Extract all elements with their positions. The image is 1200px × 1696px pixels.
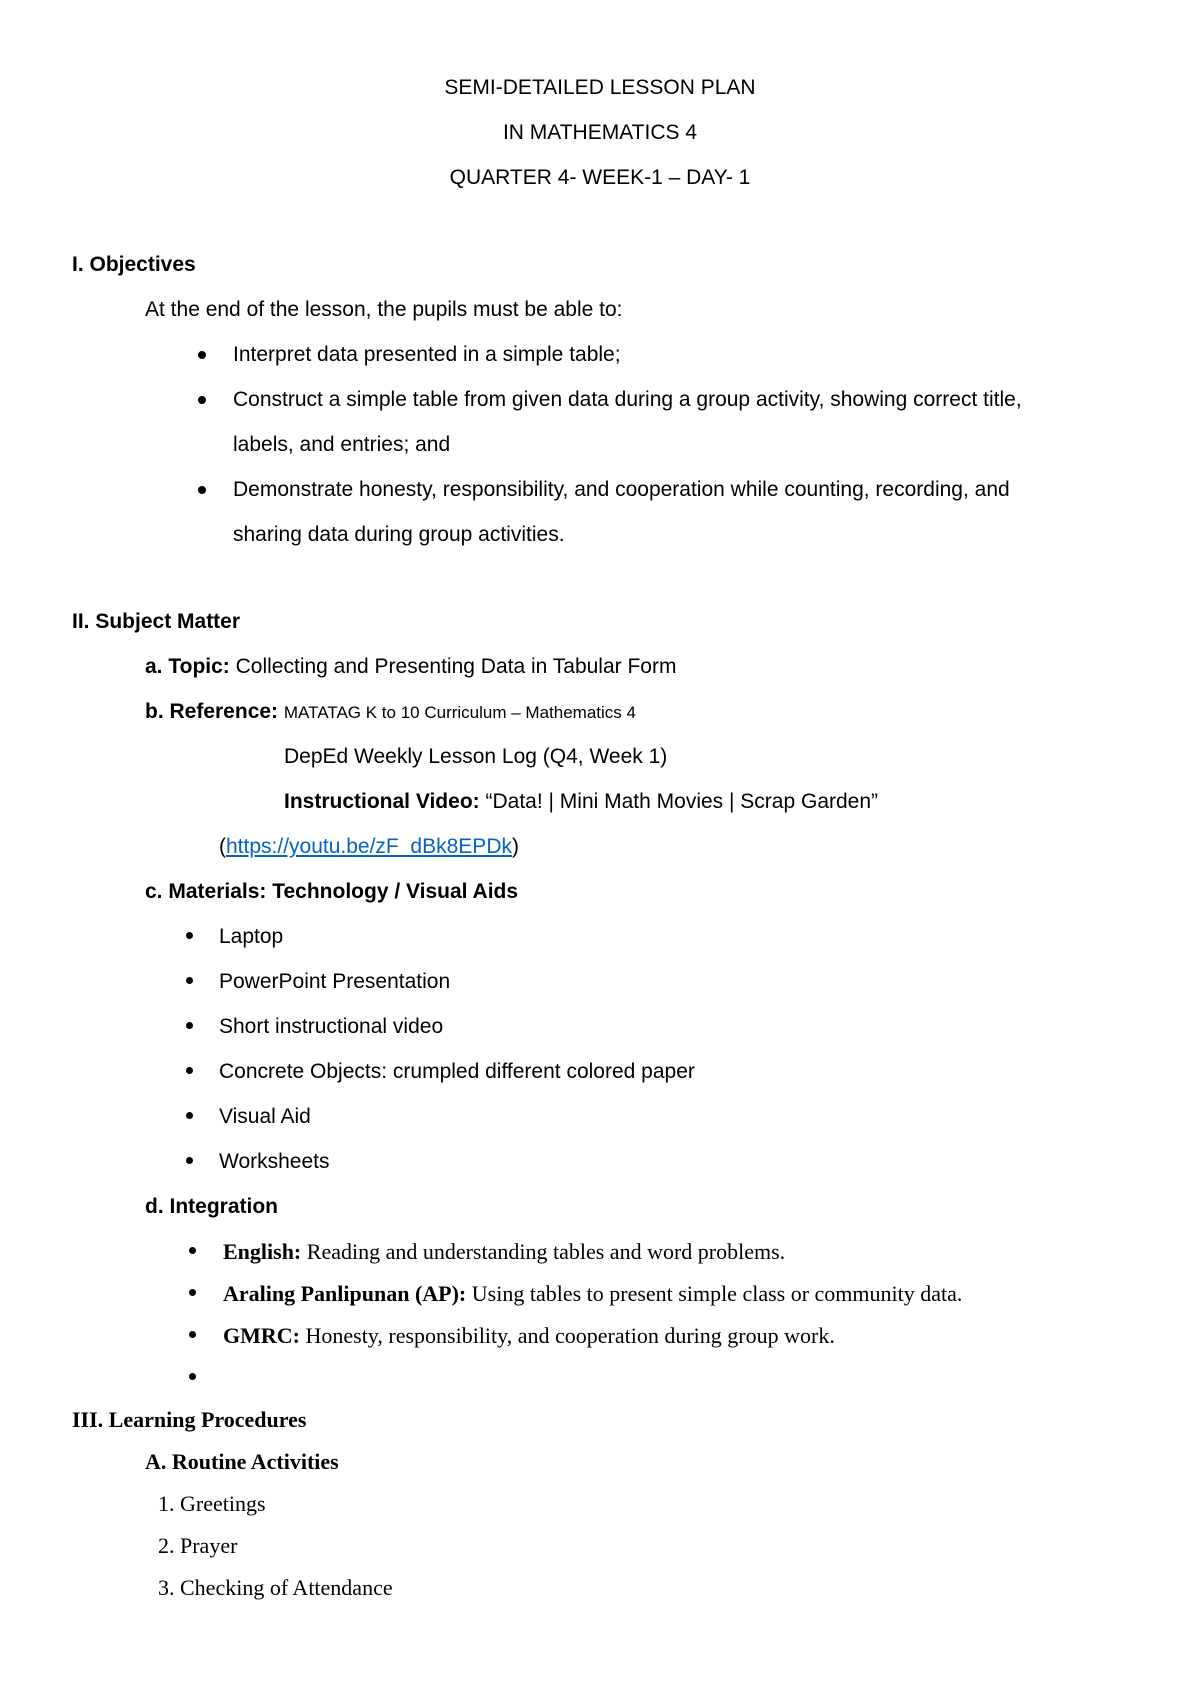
material-item-6: Worksheets (219, 1150, 330, 1173)
objectives-intro: At the end of the lesson, the pupils must be able to: (145, 298, 623, 321)
integration-item-ap (223, 1280, 962, 1308)
bullet-icon (198, 486, 206, 494)
paren-close: ) (511, 835, 519, 858)
doc-title-line1: SEMI-DETAILED LESSON PLAN (444, 76, 756, 99)
video-line (284, 788, 878, 816)
reference-value: MATATAG K to 10 Curriculum – Mathematics 4 (283, 703, 636, 722)
integration-item-english (223, 1238, 785, 1266)
routine-item-2: 2. Prayer (158, 1533, 238, 1558)
doc-title-line2: IN MATHEMATICS 4 (502, 121, 698, 144)
objective-item-2-cont: labels, and entries; and (233, 433, 451, 456)
bullet-icon (189, 1247, 196, 1254)
bullet-icon (186, 977, 193, 984)
bullet-icon (198, 351, 206, 359)
integration-text: Reading and understanding tables and word problems. (306, 1239, 786, 1264)
video-link[interactable]: https://youtu.be/zF_dBk8EPDk (226, 835, 512, 858)
objectives-heading: I. Objectives (72, 253, 196, 276)
routine-item-3: 3. Checking of Attendance (158, 1575, 393, 1600)
bullet-icon (186, 932, 193, 939)
objective-item-2: Construct a simple table from given data during a group activity, showing correct title, (233, 388, 1022, 411)
topic-line (145, 653, 676, 681)
video-label: Instructional Video: (284, 790, 480, 813)
bullet-icon (198, 396, 206, 404)
empty-bullet-icon (189, 1373, 196, 1380)
bullet-icon (186, 1157, 193, 1164)
bullet-icon (189, 1289, 196, 1296)
video-link-line (219, 833, 519, 861)
objective-item-1: Interpret data presented in a simple table; (233, 343, 621, 366)
material-item-1: Laptop (219, 925, 284, 948)
reference-line2: DepEd Weekly Lesson Log (Q4, Week 1) (284, 745, 668, 768)
bullet-icon (189, 1331, 196, 1338)
topic-label: a. Topic: (145, 655, 230, 678)
material-item-4: Concrete Objects: crumpled different colored paper (219, 1060, 695, 1083)
integration-item-gmrc (223, 1322, 835, 1350)
video-title: “Data! | Mini Math Movies | Scrap Garden” (485, 790, 879, 813)
objective-item-3: Demonstrate honesty, responsibility, and cooperation while counting, recording, and (233, 478, 1010, 501)
material-item-2: PowerPoint Presentation (219, 970, 451, 993)
procedures-heading: III. Learning Procedures (72, 1407, 307, 1432)
integration-label: Araling Panlipunan (AP): (223, 1281, 467, 1306)
paren-open: ( (219, 835, 226, 858)
integration-text: Honesty, responsibility, and cooperation during group work. (305, 1323, 835, 1348)
objective-item-3-cont: sharing data during group activities. (233, 523, 565, 546)
routine-item-1: 1. Greetings (158, 1491, 266, 1516)
doc-title-line3: QUARTER 4- WEEK-1 – DAY- 1 (449, 166, 751, 189)
bullet-icon (186, 1067, 193, 1074)
integration-text: Using tables to present simple class or community data. (471, 1281, 963, 1306)
material-item-3: Short instructional video (219, 1015, 444, 1038)
integration-label: GMRC: (223, 1323, 300, 1348)
subject-matter-heading: II. Subject Matter (72, 610, 241, 633)
integration-label: English: (223, 1239, 302, 1264)
routine-heading: A. Routine Activities (145, 1449, 339, 1474)
reference-label: b. Reference: (145, 700, 279, 723)
bullet-icon (186, 1022, 193, 1029)
reference-line (145, 698, 636, 727)
topic-value: Collecting and Presenting Data in Tabular Form (235, 655, 677, 678)
material-item-5: Visual Aid (219, 1105, 311, 1128)
integration-heading: d. Integration (145, 1195, 278, 1218)
materials-heading: c. Materials: Technology / Visual Aids (145, 880, 519, 903)
bullet-icon (186, 1112, 193, 1119)
